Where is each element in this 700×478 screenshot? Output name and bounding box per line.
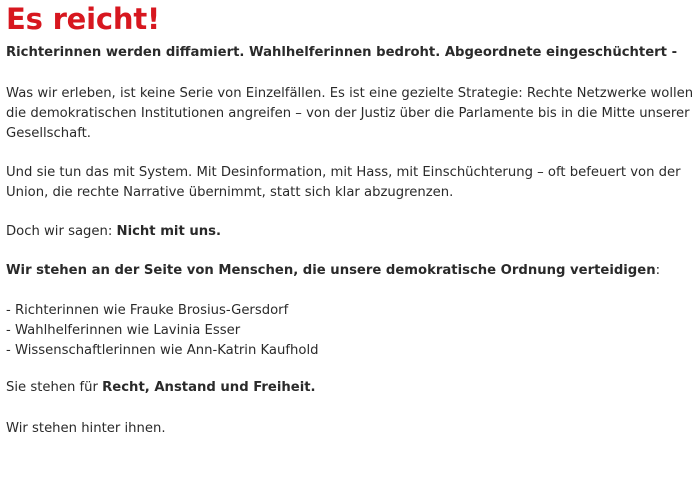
subtitle: Richterinnen werden diffamiert. Wahlhelferinnen bedroht. Abgeordnete eingeschüchtert - (6, 45, 678, 60)
paragraph-closing: Wir stehen hinter ihnen. (6, 421, 166, 436)
paragraph-we-stand-suffix: : (655, 263, 661, 278)
page-title: Es reicht! (6, 2, 161, 36)
paragraph-values (6, 378, 694, 398)
paragraph-we-stand-emphasis: Wir stehen an der Seite von Menschen, die unsere demokratische Ordnung verteidigen (6, 263, 656, 278)
paragraph-strategy: Was wir erleben, ist keine Serie von Einzelfällen. Es ist eine gezielte Strategie: Rechte Netzwerke wollen die demokratischen Institutionen angreifen – von der Justiz über die Parlamente bis in die Mitte unserer Gesellschaft. (6, 86, 694, 141)
paragraph-not-with-us-text: Doch wir sagen: (6, 224, 117, 239)
paragraph-we-stand (6, 261, 694, 281)
paragraph-values-emphasis: Recht, Anstand und Freiheit. (102, 380, 316, 395)
list-item: - Wissenschaftlerinnen wie Ann-Katrin Kaufhold (6, 343, 319, 358)
paragraph-not-with-us (6, 222, 694, 242)
paragraph-values-text: Sie stehen für (6, 380, 103, 395)
defender-list (6, 301, 694, 361)
list-item: - Richterinnen wie Frauke Brosius-Gersdorf (6, 303, 289, 318)
paragraph-system: Und sie tun das mit System. Mit Desinformation, mit Hass, mit Einschüchterung – oft befeuert von der Union, die rechte Narrative übernimmt, statt sich klar abzugrenzen. (6, 165, 681, 200)
paragraph-not-with-us-emphasis: Nicht mit uns. (116, 224, 221, 239)
list-item: - Wahlhelferinnen wie Lavinia Esser (6, 323, 241, 338)
